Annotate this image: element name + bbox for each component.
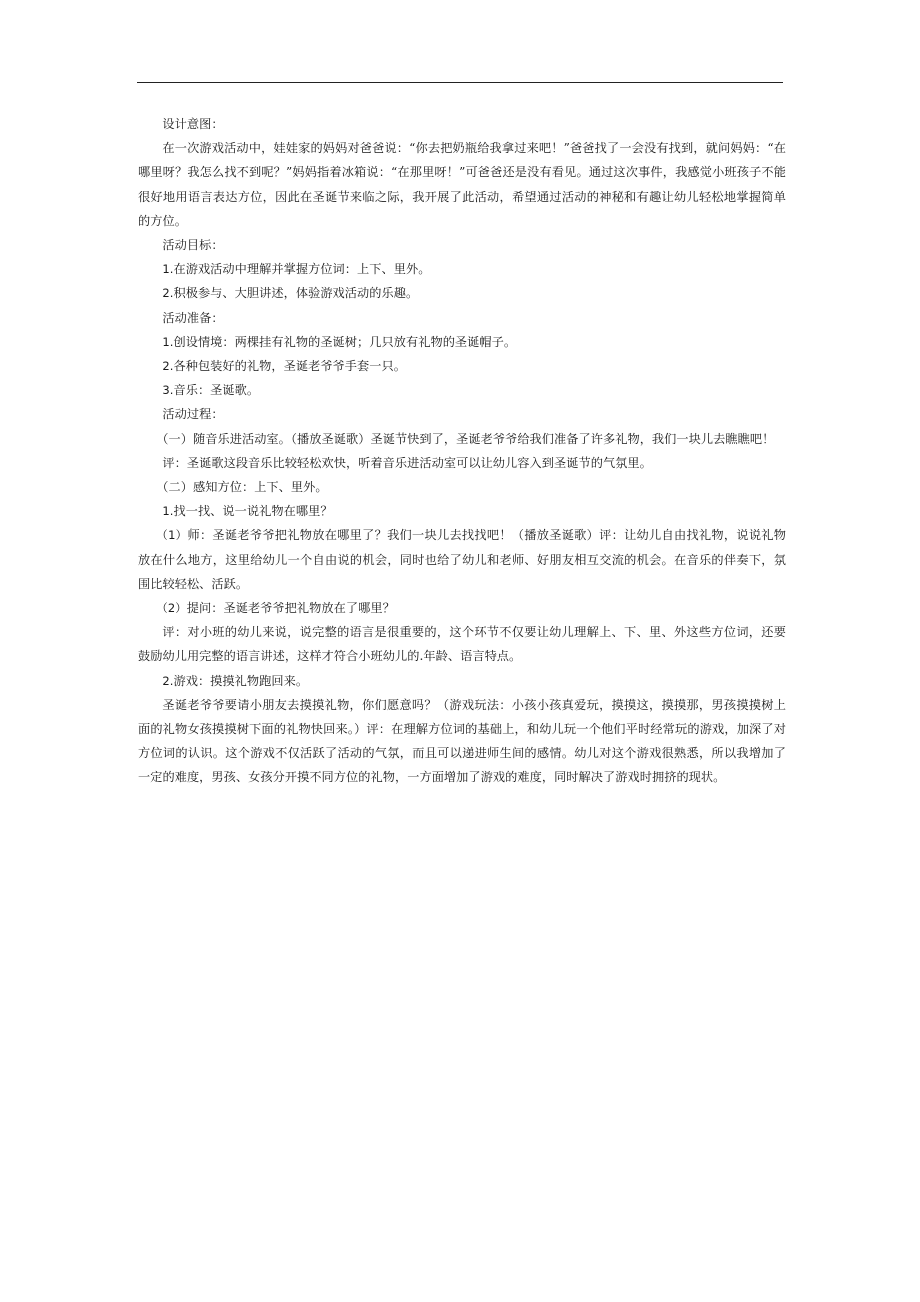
list-item: 1.在游戏活动中理解并掌握方位词：上下、里外。 [162,262,431,277]
paragraph: （一）随音乐进活动室。（播放圣诞歌）圣诞节快到了，圣诞老爷爷给我们准备了许多礼物，我们一块儿去瞧瞧吧！ [156,431,775,446]
paragraph: 活动准备： [162,310,224,325]
list-item: （1）师：圣诞老爷爷把礼物放在哪里了？我们一块儿去找找吧！（播放圣诞歌）评：让幼儿自由找礼物，说说礼物放在什么地方，这里给幼儿一个自由说的机会，同时也给了幼儿和老师、好朋友相互交流的机会。在音乐的伴奏下，氛围比较轻松、活跃。 [138,528,787,591]
list-item: 1.找一找、说一说礼物在哪里？ [162,504,333,519]
header-rule [137,82,783,83]
paragraph: 设计意图： [162,117,224,131]
paragraph: 在一次游戏活动中，娃娃家的妈妈对爸爸说：“你去把奶瓶给我拿过来吧！”爸爸找了一会没有找到，就问妈妈：“在哪里呀？我怎么找不到呢？”妈妈指着冰箱说：“在那里呀！”可爸爸还是没有看见。通过这次事件，我感觉小班孩子不能很好地用语言表达方位，因此在圣诞节来临之际，我开展了此活动，希望通过活动的神秘和有趣让幼儿轻松地掌握简单的方位。 [138,141,786,228]
paragraph: （二）感知方位：上下、里外。 [156,480,328,495]
list-item: 2.游戏：摸摸礼物跑回来。 [162,673,309,688]
paragraph: 圣诞老爷爷要请小朋友去摸摸礼物，你们愿意吗？（游戏玩法：小孩小孩真爱玩，摸摸这，摸摸那，男孩摸摸树上面的礼物女孩摸摸树下面的礼物快回来。）评：在理解方位词的基础上，和幼儿玩一个他们平时经常玩的游戏，加深了对方位词的认识。这个游戏不仅活跃了活动的气氛，而且可以递进师生间的感情。幼儿对这个游戏很熟悉，所以我增加了一定的难度，男孩、女孩分开摸不同方位的礼物，一方面增加了游戏的难度，同时解决了游戏时拥挤的现状。 [138,697,786,785]
paragraph: 活动目标： [162,238,224,253]
paragraph: 评：对小班的幼儿来说，说完整的语言是很重要的，这个环节不仅要让幼儿理解上、下、里、外这些方位词，还要鼓励幼儿用完整的语言讲述，这样才符合小班幼儿的.年龄、语言特点。 [138,625,786,664]
list-item: （2）提问：圣诞老爷爷把礼物放在了哪里？ [156,601,395,616]
paragraph: 活动过程： [162,407,224,422]
list-item: 3.音乐：圣诞歌。 [162,383,260,398]
list-item: 1.创设情境：两棵挂有礼物的圣诞树；几只放有礼物的圣诞帽子。 [162,334,517,349]
list-item: 2.各种包装好的礼物，圣诞老爷爷手套一只。 [162,359,406,374]
list-item: 2.积极参与、大胆讲述，体验游戏活动的乐趣。 [162,286,419,301]
paragraph: 评：圣诞歌这段音乐比较轻松欢快，听着音乐进活动室可以让幼儿容入到圣诞节的气氛里。 [162,455,652,470]
document-body [138,112,786,790]
